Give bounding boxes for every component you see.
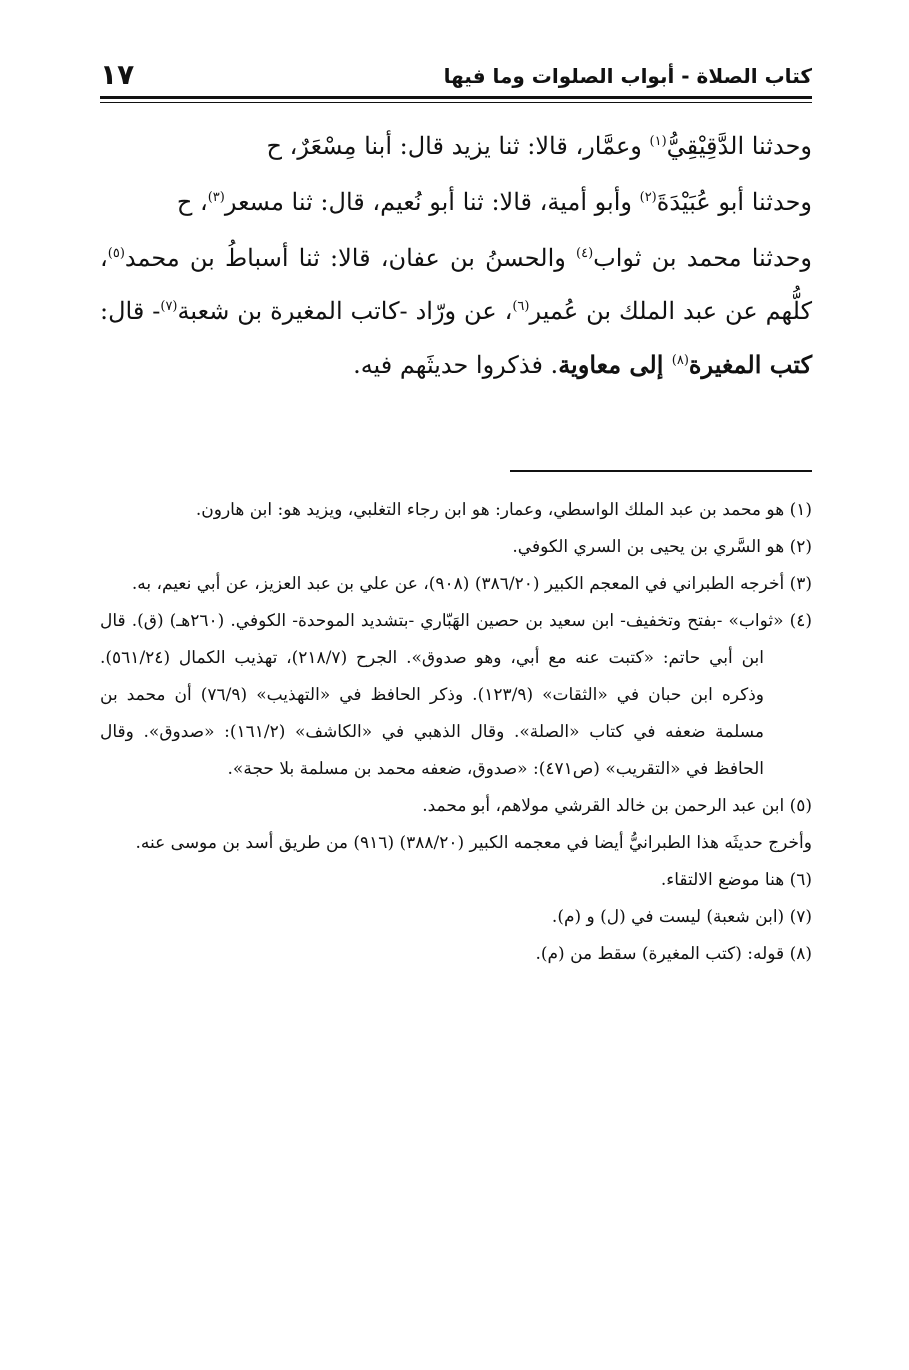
footnote-ref-4: (٤) (576, 246, 594, 261)
footnote-ref-8: (٨) (671, 353, 689, 368)
text-run: وعمَّار، قالا: ثنا يزيد قال: أبنا مِسْعَرٌ، ح (266, 132, 650, 160)
main-text (100, 120, 812, 392)
footnote-separator (510, 470, 812, 472)
footnote-4: (٤) «ثواب» -بفتح وتخفيف- ابن سعيد بن حصين الهَبّاري -بتشديد الموحدة- الكوفي. (٢٦٠هـ) (ق). قال ابن أبي حاتم: «كتبت عنه مع أبي، وهو صدوق». الجرح (٢١٨/٧)، تهذيب الكمال (٥٦١/٢٤). وذكره ابن حبان في «الثقات» (١٢٣/٩). وذكر الحافظ في «التهذيب» (٧٦/٩) أن محمد بن مسلمة ضعفه في كتاب «الصلة». وقال الذهبي في «الكاشف» (١٦١/٢): «صدوق». وقال الحافظ في «التقريب» (ص٤٧١): «صدوق، ضعفه محمد بن مسلمة بلا حجة». (100, 611, 812, 779)
paragraph-3 (100, 232, 812, 392)
text-run: وحدثنا أبو عُبَيْدَةَ (656, 188, 812, 216)
footnote-ref-7: (٧) (160, 299, 178, 314)
running-title: كتاب الصلاة - أبواب الصلوات وما فيها (443, 64, 812, 88)
bold-text: إلى معاوية (558, 350, 672, 379)
text-run: - قال: (100, 297, 161, 325)
footnote-7: (٧) (ابن شعبة) ليست في (ل) و (م). (551, 907, 812, 927)
header-rule-thick (100, 96, 812, 99)
footnote-6: (٦) هنا موضع الالتقاء. (660, 870, 812, 890)
text-run: وحدثنا محمد بن ثواب (593, 244, 812, 272)
bold-text: كتب المغيرة (688, 350, 812, 379)
text-run: . فذكروا حديثَهم فيه. (353, 351, 559, 379)
footnote-ref-2: (٢) (639, 190, 657, 205)
footnote-5-continuation: وأخرج حديثَه هذا الطبرانيُّ أيضا في معجمه الكبير (٣٨٨/٢٠) (٩١٦) من طريق أسد بن موسى عنه. (135, 833, 812, 853)
footnote-3: (٣) أخرجه الطبراني في المعجم الكبير (٣٨٦/٢٠) (٩٠٨)، عن علي بن عبد العزيز، عن أبي نعيم، به. (131, 574, 812, 594)
text-run: والحسنُ بن عفان، قالا: ثنا أسباطُ بن محمد (124, 244, 577, 272)
text-run: ، ح (176, 188, 208, 216)
header-rule-thin (100, 102, 812, 103)
footnote-ref-3: (٣) (207, 190, 225, 205)
text-run: وحدثنا الدَّقِيْقِيُّ (666, 132, 812, 160)
page-header (100, 58, 812, 98)
footnote-5: (٥) ابن عبد الرحمن بن خالد القرشي مولاهم، أبو محمد. (422, 796, 812, 816)
paragraph-2 (100, 176, 812, 229)
text-run: ، عن ورّاد -كاتب المغيرة بن شعبة (177, 297, 513, 325)
text-run: ، كلُّهم عن عبد الملك بن عُمير (100, 244, 812, 325)
footnote-ref-6: (٦) (512, 299, 530, 314)
footnote-1: (١) هو محمد بن عبد الملك الواسطي، وعمار: هو ابن رجاء التغلبي، ويزيد هو: ابن هارون. (195, 500, 812, 520)
footnote-2: (٢) هو السَّري بن يحيى بن السري الكوفي. (512, 537, 812, 557)
page-number: ١٧ (100, 58, 135, 91)
footnotes (100, 492, 812, 973)
text-run: وأبو أمية، قالا: ثنا أبو نُعيم، قال: ثنا مسعر (224, 188, 640, 216)
footnote-8: (٨) قوله: (كتب المغيرة) سقط من (م). (535, 944, 812, 964)
footnote-ref-1: (١) (649, 134, 667, 149)
footnote-ref-5: (٥) (107, 246, 125, 261)
paragraph-1 (100, 120, 812, 173)
